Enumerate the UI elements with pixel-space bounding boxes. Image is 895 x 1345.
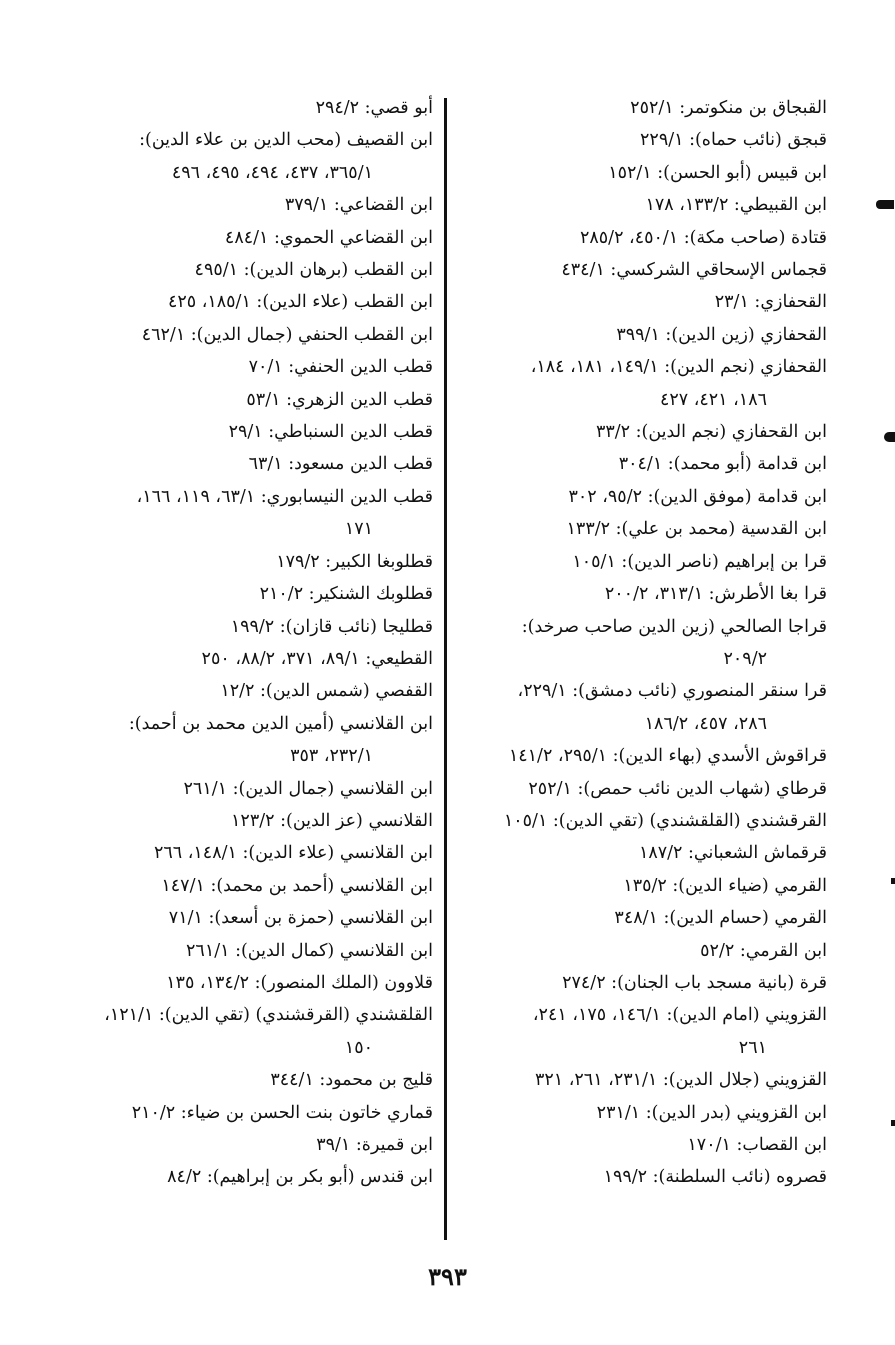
index-entry: ابن القضاعي: ٣٧٩/١ <box>284 195 433 216</box>
scan-mark <box>876 200 894 209</box>
index-entry: القحفازي (زين الدين): ٣٩٩/١ <box>616 324 827 345</box>
index-entry: ابن القلانسي (جمال الدين): ٢٦١/١ <box>183 778 433 799</box>
index-entry: ابن قبيس (أبو الحسن): ١٥٢/١ <box>608 162 827 183</box>
index-entry: ابن القلانسي (كمال الدين): ٢٦١/١ <box>186 940 433 961</box>
index-entry: ابن القضاعي الحموي: ٤٨٤/١ <box>224 227 433 248</box>
index-entry-line: قراجا الصالحي (زين الدين صاحب صرخد): <box>521 616 827 637</box>
index-entry-line: القلقشندي (القرقشندي) (تقي الدين): ١٢١/١، <box>104 1005 433 1026</box>
index-entry: ابن القطب الحنفي (جمال الدين): ٤٦٢/١ <box>141 324 433 345</box>
index-entry: ابن القحفازي (نجم الدين): ٣٣/٢ <box>595 422 827 443</box>
index-entry <box>70 124 433 189</box>
index-entry: ابن القبيطي: ١٣٣/٢، ١٧٨ <box>645 195 827 216</box>
index-entry: قصروه (نائب السلطنة): ١٩٩/٢ <box>603 1167 827 1188</box>
index-entry: القلانسي (عز الدين): ١٢٣/٢ <box>231 810 433 831</box>
index-entry-continuation: ٢٦١ <box>738 1037 767 1058</box>
index-entry <box>70 481 433 546</box>
index-entry-continuation: ٢٠٩/٢ <box>723 648 767 669</box>
index-entry <box>465 999 827 1064</box>
index-entry: قماري خاتون بنت الحسن بن ضياء: ٢١٠/٢ <box>131 1102 433 1123</box>
index-entry-line: قطب الدين النيسابوري: ٦٣/١، ١١٩، ١٦٦، <box>136 486 433 507</box>
index-entry-line: قرا سنقر المنصوري (نائب دمشق): ٢٢٩/١، <box>517 681 827 702</box>
scan-mark <box>891 878 895 884</box>
index-entry <box>70 708 433 773</box>
index-entry: قراقوش الأسدي (بهاء الدين): ٢٩٥/١، ١٤١/٢ <box>508 746 827 767</box>
index-entry: ابن القلانسي (علاء الدين): ١٤٨/١، ٢٦٦ <box>153 843 433 864</box>
index-entry: قلاوون (الملك المنصور): ١٣٤/٢، ١٣٥ <box>166 972 433 993</box>
index-entry-continuation: ٢٨٦، ٤٥٧، ١٨٦/٢ <box>644 713 767 734</box>
index-entry: القرمي (حسام الدين): ٣٤٨/١ <box>614 908 827 929</box>
index-entry: قبجق (نائب حماه): ٢٢٩/١ <box>640 130 827 151</box>
index-entry-continuation: ١٥٠ <box>344 1037 373 1058</box>
scan-mark <box>891 1120 895 1126</box>
index-entry: القبجاق بن منكوتمر: ٢٥٢/١ <box>630 98 827 118</box>
index-entry-line: ابن القلانسي (أمين الدين محمد بن أحمد): <box>128 713 433 734</box>
index-entry: القحفازي: ٢٣/١ <box>714 292 827 313</box>
index-entry <box>465 675 827 740</box>
index-entry: قرطاي (شهاب الدين نائب حمص): ٢٥٢/١ <box>528 778 827 799</box>
index-entry: ابن القطب (علاء الدين): ١٨٥/١، ٤٢٥ <box>167 292 433 313</box>
index-entry: ابن القرمي: ٥٢/٢ <box>700 940 827 961</box>
index-entry: قطلوبغا الكبير: ١٧٩/٢ <box>276 551 433 572</box>
index-entry: أبو قصي: ٢٩٤/٢ <box>315 98 433 118</box>
index-entry: قليج بن محمود: ٣٤٤/١ <box>270 1070 433 1091</box>
right-column <box>465 92 827 1194</box>
index-entry: ابن قميرة: ٣٩/١ <box>316 1135 433 1155</box>
index-entry: القفصي (شمس الدين): ١٢/٢ <box>220 681 433 702</box>
index-entry: قرقماش الشعباني: ١٨٧/٢ <box>638 843 827 864</box>
index-entry-line: ابن القصيف (محب الدين بن علاء الدين): <box>139 130 433 151</box>
index-entry <box>465 351 827 416</box>
index-entry: قرا بغا الأطرش: ٣١٣/١، ٢٠٠/٢ <box>604 584 827 605</box>
index-entry: ابن القطب (برهان الدين): ٤٩٥/١ <box>194 260 433 281</box>
index-entry: قطليجا (نائب قازان): ١٩٩/٢ <box>230 616 433 637</box>
index-entry-continuation: ١٨٦، ٤٢١، ٤٢٧ <box>659 389 767 410</box>
index-entry: قطب الدين مسعود: ٦٣/١ <box>248 454 433 475</box>
page-number: ٣٩٣ <box>428 1262 467 1291</box>
index-entry <box>465 611 827 676</box>
index-entry: ابن قدامة (موفق الدين): ٩٥/٢، ٣٠٢ <box>568 486 827 507</box>
index-entry: قطب الدين السنباطي: ٢٩/١ <box>228 422 433 443</box>
index-entry: قطب الدين الزهري: ٥٣/١ <box>246 389 433 410</box>
column-divider <box>444 98 447 1240</box>
index-entry: قجماس الإسحاقي الشركسي: ٤٣٤/١ <box>561 260 827 281</box>
index-entry: ابن قدامة (أبو محمد): ٣٠٤/١ <box>618 454 827 475</box>
index-entry: ابن القلانسي (أحمد بن محمد): ١٤٧/١ <box>161 875 433 896</box>
index-entry: قطلوبك الشنكير: ٢١٠/٢ <box>259 584 433 605</box>
index-entry: ابن القزويني (بدر الدين): ٢٣١/١ <box>596 1102 827 1123</box>
index-entry: ابن قندس (أبو بكر بن إبراهيم): ٨٤/٢ <box>167 1167 433 1188</box>
index-entry: القرقشندي (القلقشندي) (تقي الدين): ١٠٥/١ <box>503 810 827 831</box>
scan-mark <box>884 432 895 442</box>
index-entry: قتادة (صاحب مكة): ٤٥٠/١، ٢٨٥/٢ <box>579 227 827 248</box>
index-entry-line: القزويني (امام الدين): ١٤٦/١، ١٧٥، ٢٤١، <box>532 1005 827 1026</box>
index-entry: ابن القصاب: ١٧٠/١ <box>687 1135 827 1155</box>
index-entry-continuation: ٢٣٢/١، ٣٥٣ <box>290 746 373 767</box>
index-entry: قرا بن إبراهيم (ناصر الدين): ١٠٥/١ <box>572 551 827 572</box>
left-column <box>70 92 433 1194</box>
index-entry: القزويني (جلال الدين): ٢٣١/١، ٢٦١، ٣٢١ <box>534 1070 827 1091</box>
index-entry-continuation: ١٧١ <box>344 519 373 540</box>
index-entry-continuation: ٣٦٥/١، ٤٣٧، ٤٩٤، ٤٩٥، ٤٩٦ <box>171 162 373 183</box>
index-entry: قرة (بانية مسجد باب الجنان): ٢٧٤/٢ <box>562 972 827 993</box>
index-entry-line: القحفازي (نجم الدين): ١٤٩/١، ١٨١، ١٨٤، <box>530 357 827 378</box>
index-entry: ابن القلانسي (حمزة بن أسعد): ٧١/١ <box>168 908 433 929</box>
index-entry: قطب الدين الحنفي: ٧٠/١ <box>248 357 433 378</box>
index-entry: القطيعي: ٨٩/١، ٣٧١، ٨٨/٢، ٢٥٠ <box>201 648 433 669</box>
index-entry: القرمي (ضياء الدين): ١٣٥/٢ <box>623 875 827 896</box>
index-entry <box>70 999 433 1064</box>
index-entry: ابن القدسية (محمد بن علي): ١٣٣/٢ <box>566 519 827 540</box>
